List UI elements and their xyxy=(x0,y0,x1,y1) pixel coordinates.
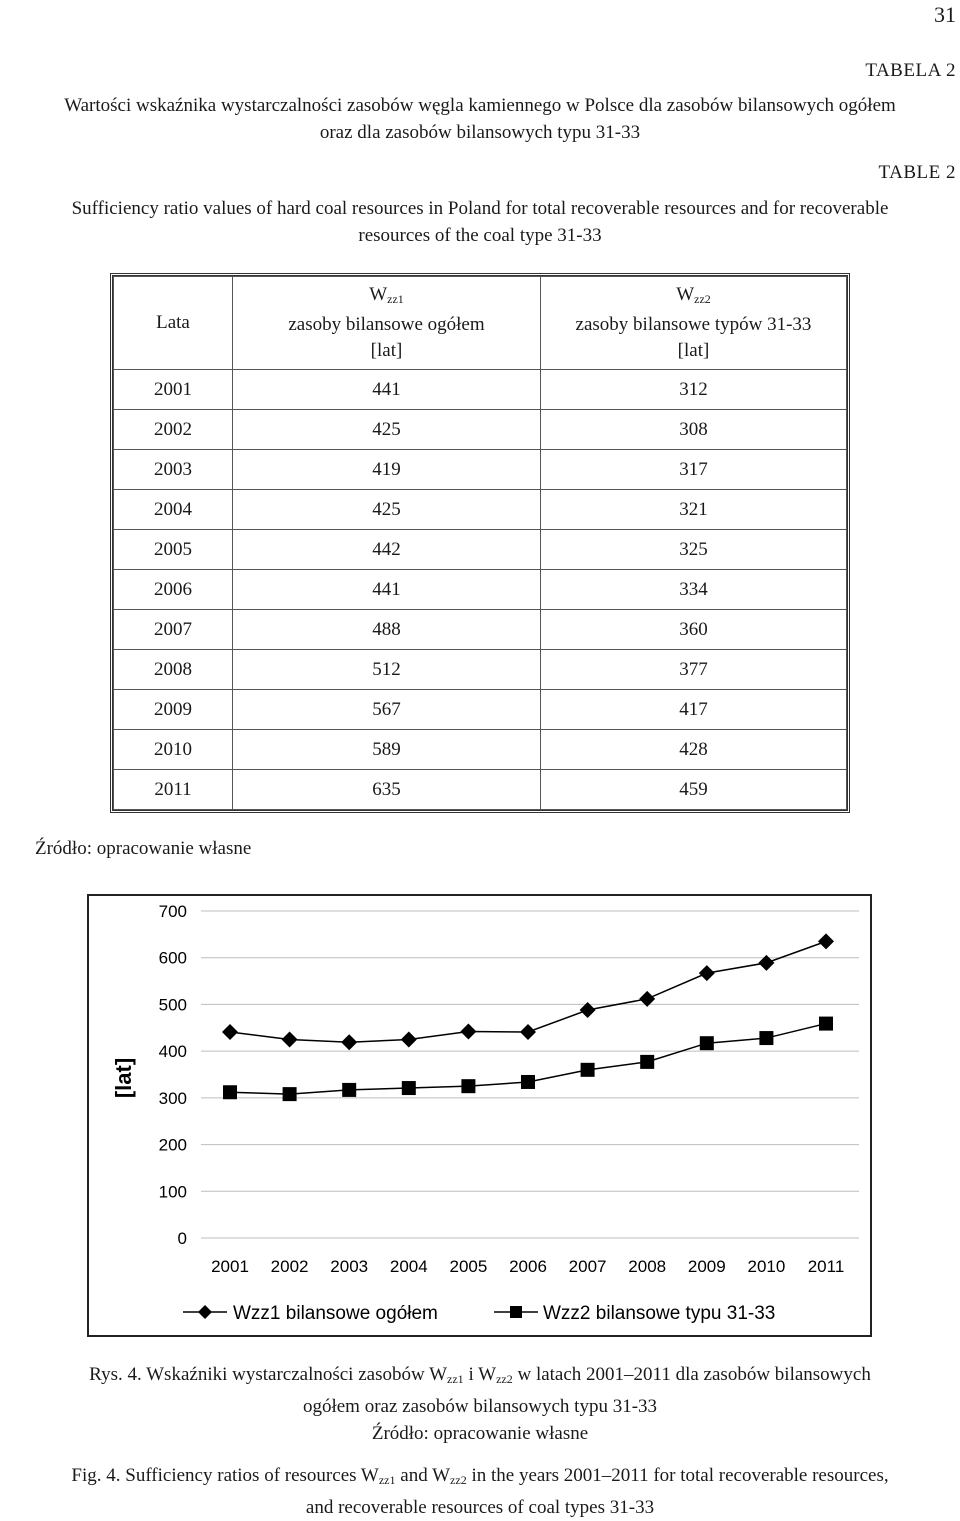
table-label-en: TABLE 2 xyxy=(878,162,956,183)
cell-wzz1: 419 xyxy=(233,450,541,490)
header-wzz2-symbol: W xyxy=(676,284,695,305)
header-years: Lata xyxy=(114,277,233,370)
cell-wzz2: 325 xyxy=(541,530,847,570)
data-point-wzz2 xyxy=(402,1081,416,1095)
table-row xyxy=(114,370,847,410)
table-row xyxy=(114,410,847,450)
fig-en-suffix: in the years 2001–2011 for total recoverable resources, xyxy=(466,1465,889,1486)
table-row xyxy=(114,690,847,730)
cell-year: 2001 xyxy=(114,370,233,410)
cell-year: 2004 xyxy=(114,490,233,530)
figure-caption-pl xyxy=(0,1361,960,1447)
table-title-pl xyxy=(0,92,960,146)
table-title-pl-line2: oraz dla zasobów bilansowych typu 31-33 xyxy=(319,122,641,143)
x-tick-label: 2002 xyxy=(270,1257,309,1276)
table-row xyxy=(114,610,847,650)
data-point-wzz1 xyxy=(222,1024,238,1040)
data-point-wzz2 xyxy=(521,1075,535,1089)
fig-pl-mid: i W xyxy=(463,1364,497,1385)
figure-caption-pl-source: Źródło: opracowanie własne xyxy=(371,1423,589,1444)
x-tick-label: 2007 xyxy=(568,1257,607,1276)
data-point-wzz2 xyxy=(581,1063,595,1077)
cell-wzz1: 425 xyxy=(233,410,541,450)
table-row xyxy=(114,650,847,690)
data-point-wzz2 xyxy=(700,1036,714,1050)
data-point-wzz1 xyxy=(818,933,834,949)
header-wzz1-unit: [lat] xyxy=(370,340,403,361)
y-tick-label: 700 xyxy=(158,902,187,921)
cell-wzz2: 317 xyxy=(541,450,847,490)
table-title-en-line1: Sufficiency ratio values of hard coal resources in Poland for total recoverable resources and for recoverable xyxy=(71,198,889,219)
header-wzz2-unit: [lat] xyxy=(677,340,710,361)
y-tick-label: 0 xyxy=(177,1229,187,1248)
cell-wzz1: 512 xyxy=(233,650,541,690)
x-tick-label: 2003 xyxy=(330,1257,369,1276)
x-tick-label: 2008 xyxy=(628,1257,667,1276)
x-tick-label: 2005 xyxy=(449,1257,488,1276)
cell-wzz2: 417 xyxy=(541,690,847,730)
header-wzz1-sub: zz1 xyxy=(387,292,404,306)
table-source: Źródło: opracowanie własne xyxy=(35,838,252,859)
fig-pl-sub1: zz1 xyxy=(447,1372,464,1386)
table-title-en-line2: resources of the coal type 31-33 xyxy=(358,225,602,246)
cell-year: 2009 xyxy=(114,690,233,730)
figure-caption-pl-line2: ogółem oraz zasobów bilansowych typu 31-33 xyxy=(302,1396,658,1417)
cell-wzz2: 312 xyxy=(541,370,847,410)
header-wzz2-desc: zasoby bilansowe typów 31-33 xyxy=(575,314,812,335)
legend-label-2: Wzz2 bilansowe typu 31-33 xyxy=(543,1303,776,1324)
fig-pl-prefix: Rys. 4. Wskaźniki wystarczalności zasobów W xyxy=(89,1364,448,1385)
x-tick-label: 2010 xyxy=(747,1257,786,1276)
data-point-wzz1 xyxy=(401,1031,417,1047)
figure-caption-pl-line1 xyxy=(0,1361,960,1393)
cell-wzz2: 459 xyxy=(541,770,847,810)
cell-year: 2008 xyxy=(114,650,233,690)
header-wzz1 xyxy=(233,277,541,370)
data-point-wzz1 xyxy=(520,1024,536,1040)
header-wzz1-desc: zasoby bilansowe ogółem xyxy=(288,314,485,335)
data-point-wzz2 xyxy=(819,1017,833,1031)
legend-marker-square xyxy=(510,1306,522,1318)
cell-wzz2: 334 xyxy=(541,570,847,610)
y-tick-label: 500 xyxy=(158,995,187,1015)
cell-year: 2003 xyxy=(114,450,233,490)
header-wzz2-sub: zz2 xyxy=(694,292,711,306)
figure-caption-en xyxy=(0,1462,960,1521)
table-title-en xyxy=(0,195,960,249)
table-row xyxy=(114,490,847,530)
fig-en-sub2: zz2 xyxy=(450,1473,467,1487)
cell-wzz2: 321 xyxy=(541,490,847,530)
cell-wzz1: 442 xyxy=(233,530,541,570)
legend-marker-diamond xyxy=(198,1305,212,1319)
cell-year: 2006 xyxy=(114,570,233,610)
cell-wzz2: 360 xyxy=(541,610,847,650)
y-tick-label: 600 xyxy=(158,948,187,968)
fig-pl-sub2: zz2 xyxy=(496,1372,513,1386)
cell-wzz1: 635 xyxy=(233,770,541,810)
table-row xyxy=(114,450,847,490)
fig-pl-suffix: w latach 2001–2011 dla zasobów bilansowych xyxy=(512,1364,871,1385)
data-point-wzz2 xyxy=(342,1083,356,1097)
data-point-wzz1 xyxy=(699,965,715,981)
y-tick-label: 100 xyxy=(158,1182,187,1202)
line-chart xyxy=(89,896,870,1335)
cell-wzz1: 589 xyxy=(233,730,541,770)
cell-year: 2011 xyxy=(114,770,233,810)
cell-wzz1: 567 xyxy=(233,690,541,730)
cell-wzz2: 377 xyxy=(541,650,847,690)
cell-year: 2010 xyxy=(114,730,233,770)
cell-wzz1: 488 xyxy=(233,610,541,650)
data-point-wzz2 xyxy=(640,1055,654,1069)
data-table-frame xyxy=(110,273,850,813)
figure-caption-en-line1 xyxy=(0,1462,960,1494)
cell-wzz2: 428 xyxy=(541,730,847,770)
data-point-wzz2 xyxy=(223,1085,237,1099)
cell-year: 2007 xyxy=(114,610,233,650)
legend-label-1: Wzz1 bilansowe ogółem xyxy=(233,1303,438,1324)
y-axis-label: [lat] xyxy=(111,1057,136,1099)
fig-en-sub1: zz1 xyxy=(378,1473,396,1487)
table-row xyxy=(114,530,847,570)
x-tick-label: 2009 xyxy=(687,1257,726,1276)
data-point-wzz2 xyxy=(461,1079,475,1093)
data-point-wzz2 xyxy=(283,1087,297,1101)
data-point-wzz2 xyxy=(759,1031,773,1045)
cell-year: 2005 xyxy=(114,530,233,570)
data-table xyxy=(113,276,847,810)
data-point-wzz1 xyxy=(460,1024,476,1040)
cell-wzz1: 425 xyxy=(233,490,541,530)
cell-wzz1: 441 xyxy=(233,570,541,610)
cell-wzz1: 441 xyxy=(233,370,541,410)
header-wzz1-symbol: W xyxy=(369,284,388,305)
table-title-pl-line1: Wartości wskaźnika wystarczalności zasobów węgla kamiennego w Polsce dla zasobów bilansowych ogółem xyxy=(64,95,896,116)
table-label-pl: TABELA 2 xyxy=(865,60,956,81)
table-header-row xyxy=(114,277,847,370)
cell-wzz2: 308 xyxy=(541,410,847,450)
cell-year: 2002 xyxy=(114,410,233,450)
table-row xyxy=(114,730,847,770)
page-number: 31 xyxy=(934,2,956,27)
y-tick-label: 300 xyxy=(158,1088,187,1108)
x-tick-label: 2006 xyxy=(509,1257,547,1276)
table-row xyxy=(114,770,847,810)
chart-frame xyxy=(87,894,872,1337)
data-point-wzz1 xyxy=(341,1034,357,1050)
table-row xyxy=(114,570,847,610)
fig-en-mid: and W xyxy=(395,1465,451,1486)
y-tick-label: 200 xyxy=(158,1135,187,1155)
figure-caption-en-line2: and recoverable resources of coal types 31-33 xyxy=(305,1497,655,1518)
fig-en-prefix: Fig. 4. Sufficiency ratios of resources W xyxy=(71,1465,379,1486)
header-wzz2 xyxy=(541,277,847,370)
data-point-wzz1 xyxy=(282,1031,298,1047)
y-tick-label: 400 xyxy=(158,1042,187,1062)
x-tick-label: 2001 xyxy=(211,1257,249,1276)
table-body xyxy=(114,370,847,810)
x-tick-label: 2011 xyxy=(807,1257,845,1276)
x-tick-label: 2004 xyxy=(389,1257,428,1276)
